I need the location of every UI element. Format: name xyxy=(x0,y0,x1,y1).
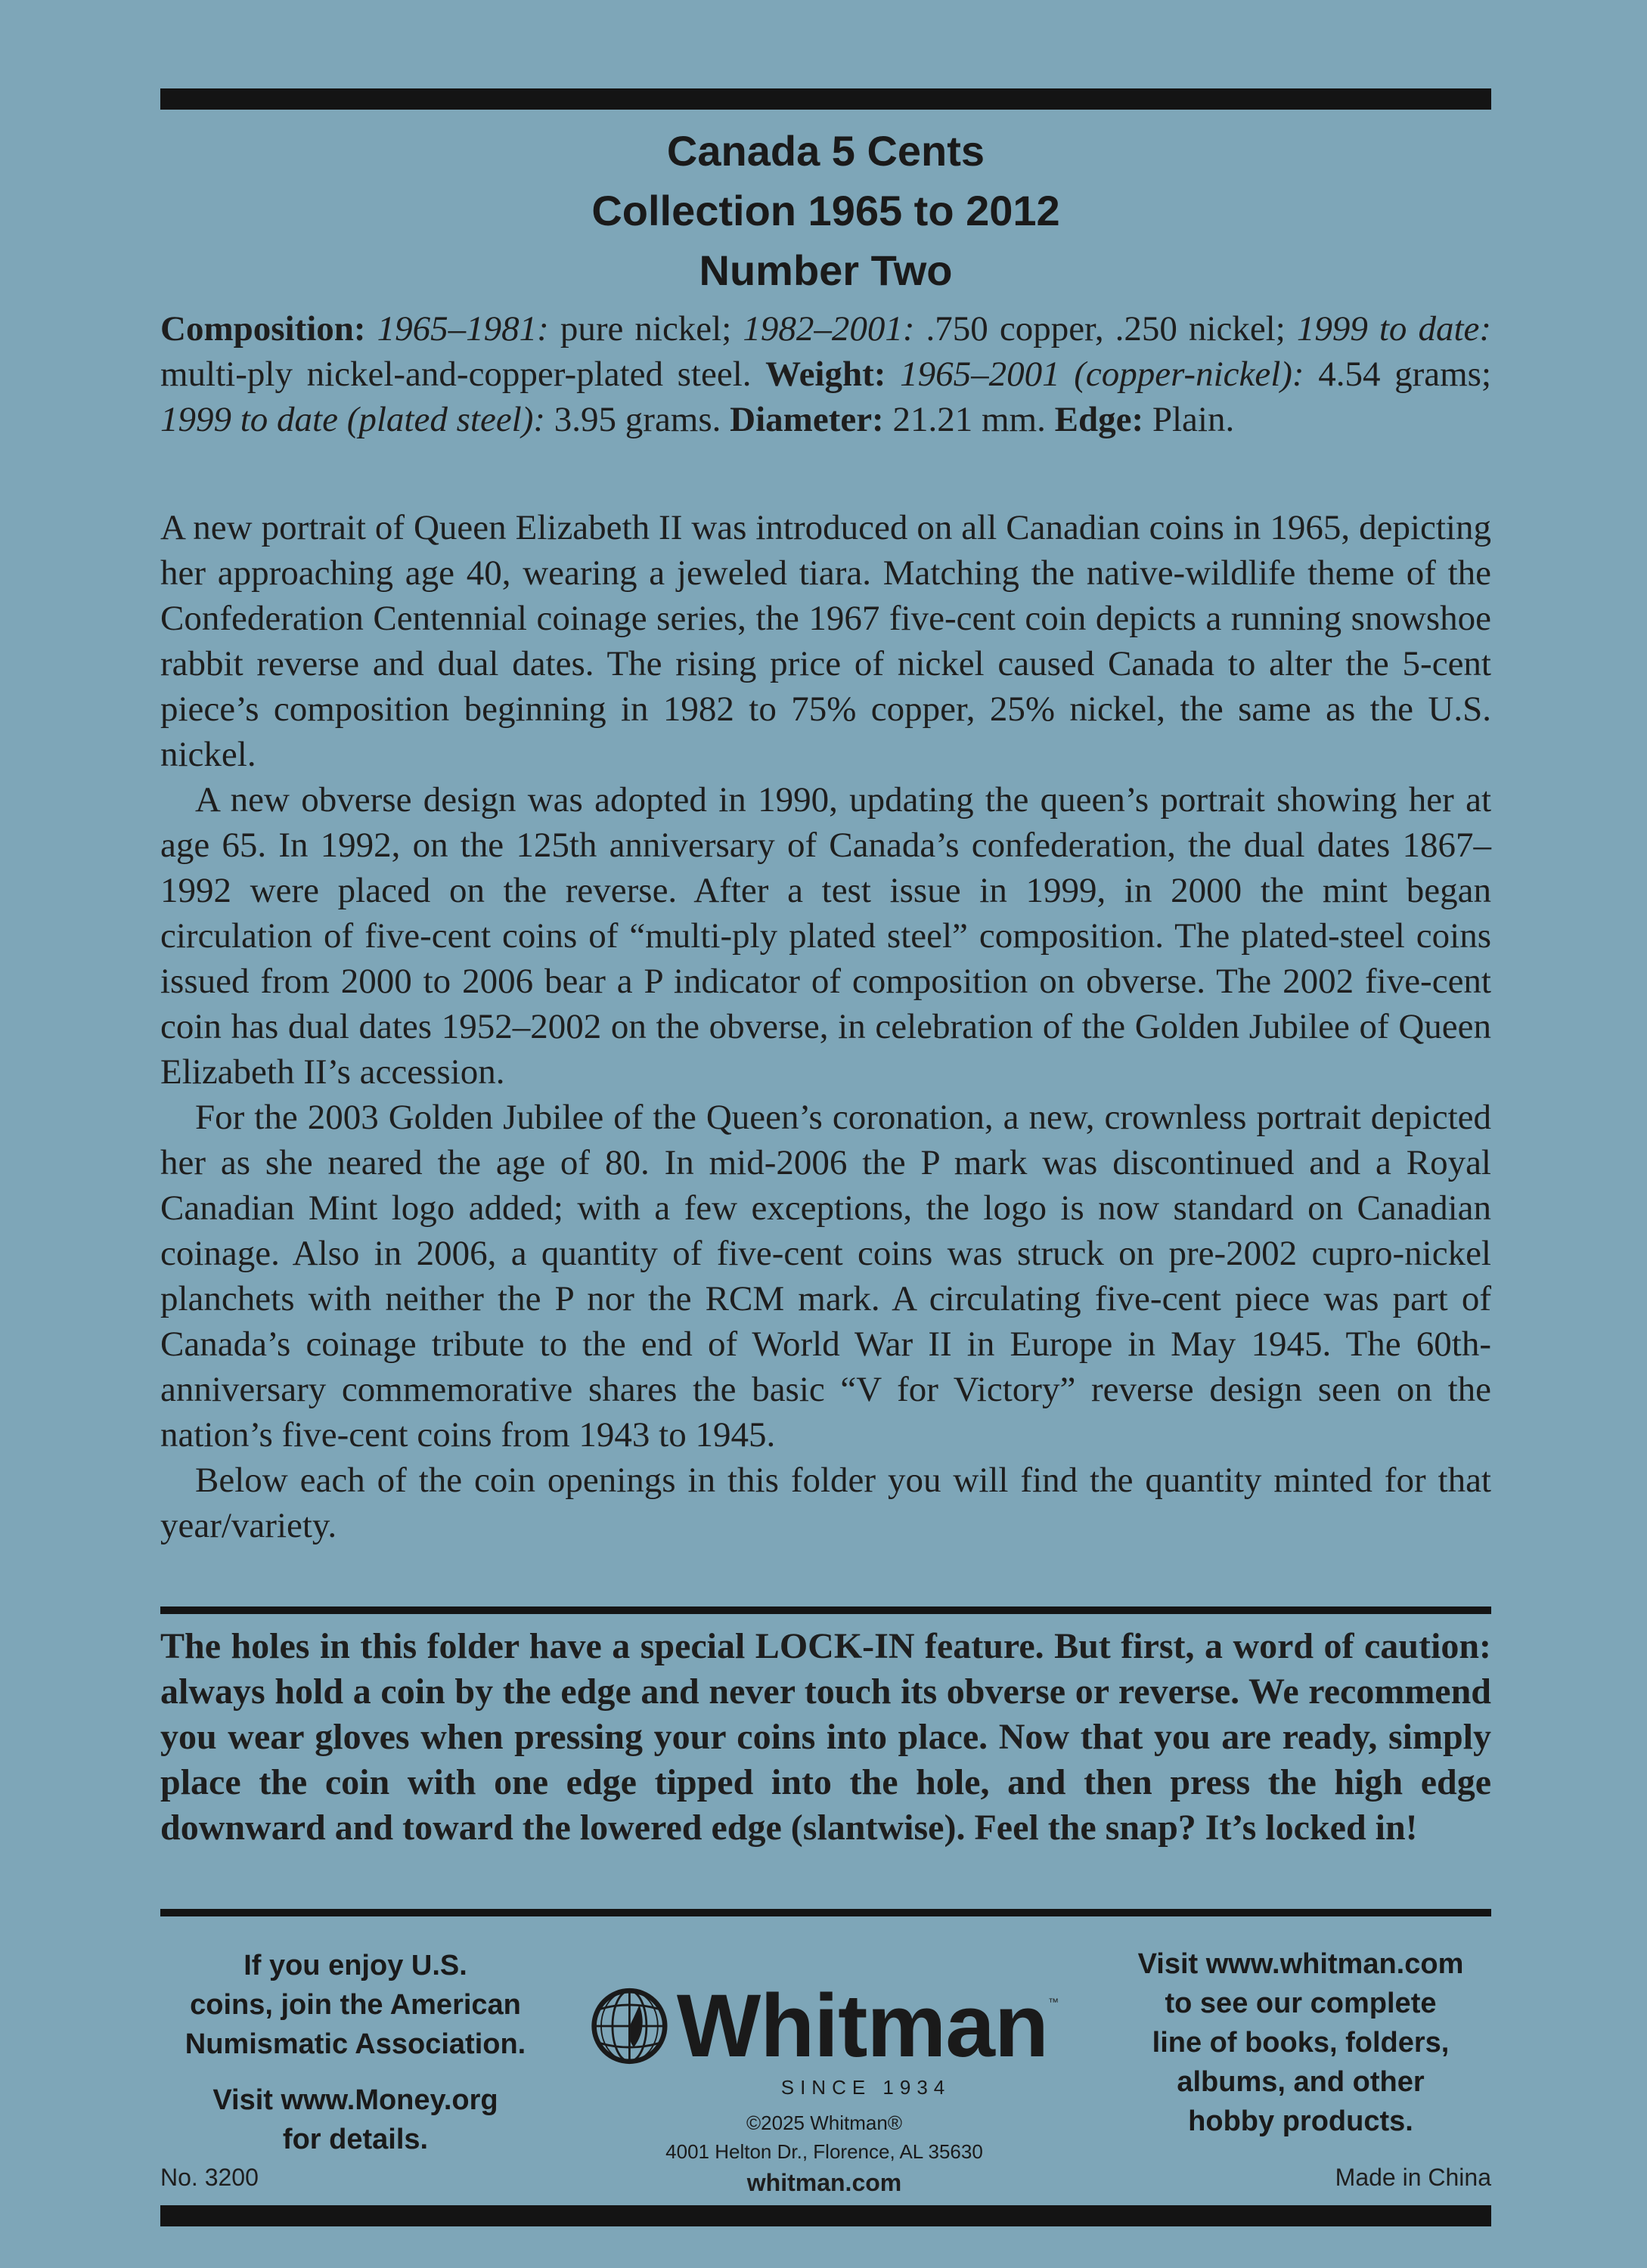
ana-promo-line: If you enjoy U.S. xyxy=(243,1950,467,1981)
address: 4001 Helton Dr., Florence, AL 35630 xyxy=(665,2140,983,2163)
ana-promo-line: Visit www.Money.org xyxy=(212,2084,498,2116)
trademark-symbol: ™ xyxy=(1048,1996,1059,2008)
diameter-value: 21.21 mm. xyxy=(892,400,1046,439)
weight-date-2: 1999 to date (plated steel): xyxy=(160,400,546,439)
title-line-1: Canada 5 Cents xyxy=(666,127,985,175)
history-paragraph: A new portrait of Queen Elizabeth II was introduced on all Canadian coins in 1965, depicting her approaching age 40, wearing a jeweled tiara. Matching the native-wildlife theme of the Confederation Centennial coinage series, the 1967 five-cent coin depicts a running snowshoe rabbit reverse and dual dates. The rising price of nickel caused Canada to alter the 5-cent piece’s composition beginning in 1982 to 75% copper, 25% nickel, the same as the U.S. nickel. xyxy=(160,508,1491,774)
ana-promo-line: coins, join the American xyxy=(190,1989,521,2021)
whitman-wordmark: Whitman xyxy=(676,1976,1048,2076)
weight-date-1: 1965–2001 (copper-nickel): xyxy=(900,355,1304,394)
weight-value-2: 3.95 grams. xyxy=(554,400,721,439)
bottom-rule xyxy=(160,2205,1491,2226)
lock-in-instructions: The holes in this folder have a special LOCK-IN feature. But first, a word of caution: always hold a coin by the edge and never touch its obverse or reverse. We recommend you wear gloves when pressing your coins into place. Now that you are ready, simply place the coin with one edge tipped into the hole, and then press the high edge downward and toward the lowered edge (slantwise). Feel the snap? It’s locked in! xyxy=(160,1626,1491,1848)
history-paragraph: Below each of the coin openings in this folder you will find the quantity minted for that year/variety. xyxy=(160,1461,1491,1545)
globe-icon xyxy=(590,1984,669,2068)
ana-promo-line: Numismatic Association. xyxy=(185,2028,526,2060)
title-line-2: Collection 1965 to 2012 xyxy=(591,187,1060,234)
copyright: ©2025 Whitman® xyxy=(746,2112,902,2134)
weight-label: Weight: xyxy=(765,355,886,394)
history-text xyxy=(160,505,1491,1548)
whitman-promo-line: albums, and other xyxy=(1177,2066,1425,2098)
composition-value-3: multi-ply nickel-and-copper-plated steel. xyxy=(160,355,752,394)
lock-in-top-rule xyxy=(160,1606,1491,1614)
since-tagline: SINCE 1934 xyxy=(780,2076,951,2099)
country-of-origin: Made in China xyxy=(1335,2164,1491,2191)
weight-value-1: 4.54 grams; xyxy=(1318,355,1492,394)
lock-in-bottom-rule xyxy=(160,1909,1491,1916)
composition-date-1: 1965–1981: xyxy=(377,309,549,349)
spacer xyxy=(151,2064,560,2081)
composition-label: Composition: xyxy=(160,309,366,349)
whitman-logo-block xyxy=(590,1976,1059,2199)
composition-date-3: 1999 to date: xyxy=(1296,309,1492,349)
edge-label: Edge: xyxy=(1054,400,1144,439)
whitman-promo-line: hobby products. xyxy=(1188,2105,1413,2137)
whitman-logo xyxy=(590,1976,1059,2076)
ana-promo-line: for details. xyxy=(282,2124,429,2155)
whitman-promo xyxy=(1089,1944,1512,2141)
website: whitman.com xyxy=(746,2169,902,2196)
composition-value-2: .750 copper, .250 nickel; xyxy=(926,309,1286,349)
diameter-label: Diameter: xyxy=(730,400,884,439)
edge-value: Plain. xyxy=(1152,400,1235,439)
page-title xyxy=(160,121,1491,300)
history-paragraph: A new obverse design was adopted in 1990, updating the queen’s portrait showing her at age 65. In 1992, on the 125th anniversary of Canada’s confederation, the dual dates 1867–1992 were placed on the reverse. After a test issue in 1999, in 2000 the mint began circulation of five-cent coins of “multi-ply plated steel” composition. The plated-steel coins issued from 2000 to 2006 bear a P indicator of composition on obverse. The 2002 five-cent coin has dual dates 1952–2002 on the obverse, in celebration of the Golden Jubilee of Queen Elizabeth II’s accession. xyxy=(160,780,1491,1092)
composition-date-2: 1982–2001: xyxy=(743,309,915,349)
composition-value-1: pure nickel; xyxy=(560,309,732,349)
whitman-promo-line: Visit www.whitman.com xyxy=(1137,1948,1464,1980)
top-rule xyxy=(160,88,1491,110)
whitman-promo-line: to see our complete xyxy=(1165,1988,1437,2019)
whitman-promo-line: line of books, folders, xyxy=(1152,2027,1450,2059)
title-line-3: Number Two xyxy=(699,246,953,294)
specifications xyxy=(160,306,1491,442)
history-paragraph: For the 2003 Golden Jubilee of the Queen’s coronation, a new, crownless portrait depicted her as she neared the age of 80. In mid-2006 the P mark was discontinued and a Royal Canadian Mint logo added; with a few exceptions, the logo is now standard on Canadian coinage. Also in 2006, a quantity of five-cent coins was struck on pre-2002 cupro-nickel planchets with neither the P nor the RCM mark. A circulating five-cent piece was part of Canada’s coinage tribute to the end of World War II in Europe in May 1945. The 60th-anniversary commemorative shares the basic “V for Victory” reverse design seen on the nation’s five-cent coins from 1943 to 1945. xyxy=(160,1098,1491,1455)
product-number: No. 3200 xyxy=(160,2164,259,2191)
ana-promo xyxy=(151,1946,560,2159)
